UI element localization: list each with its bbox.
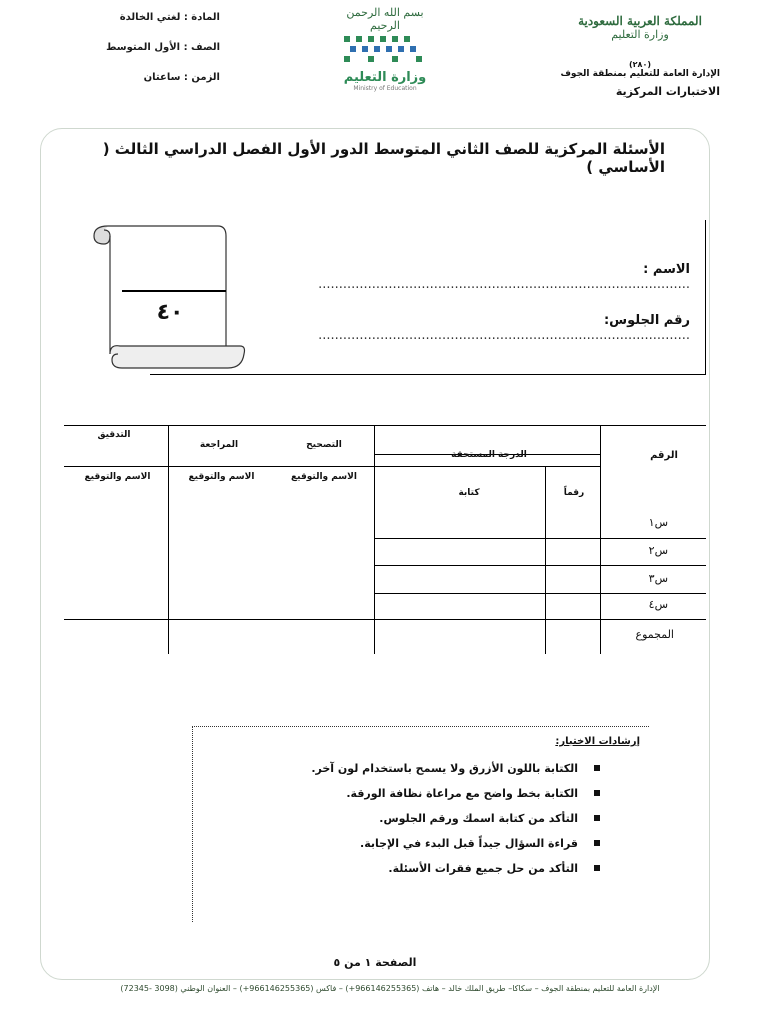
duration-line: الزمن : ساعتان — [143, 72, 220, 83]
grade-line: الصف : الأول المتوسط — [106, 42, 220, 53]
bullet-icon — [594, 815, 600, 821]
col-number: الرقم — [650, 450, 678, 461]
col-words: كتابة — [458, 488, 480, 498]
name-field[interactable]: .......................................................................................... — [318, 277, 690, 292]
col-digits: رقماً — [563, 488, 585, 498]
list-item: الكتابة بخط واضح مع مراعاة نظافة الورقة. — [300, 787, 600, 812]
central-exams-text: الاختبارات المركزية — [615, 85, 720, 98]
seat-label: رقم الجلوس: — [603, 313, 690, 328]
ministry-right-text: وزارة التعليم — [611, 28, 669, 41]
col-review: المراجعة — [199, 440, 239, 450]
list-item: قراءة السؤال جيداً قبل البدء في الإجابة. — [300, 837, 600, 862]
ministry-logo — [330, 6, 440, 98]
footer-address: الإدارة العامة للتعليم بمنطقة الجوف – سكاكا– طريق الملك خالد – هاتف (966146255365+) – فاكس (966146255365+) – العنوان الوطني (3098 -72345) — [120, 984, 660, 993]
correction-sign: الاسم والتوقيع — [291, 472, 357, 482]
name-box-right-border — [705, 220, 706, 375]
list-item: التأكد من حل جميع فقرات الأسئلة. — [300, 862, 600, 887]
bullet-icon — [594, 790, 600, 796]
grade-table — [64, 422, 706, 654]
subject-line: المادة : لغتي الخالدة — [119, 12, 220, 23]
kingdom-calligraphy — [560, 14, 720, 60]
list-item: التأكد من كتابة اسمك ورقم الجلوس. — [300, 812, 600, 837]
scroll-icon — [88, 222, 248, 372]
page-title: الأسئلة المركزية للصف الثاني المتوسط الدور الأول الفصل الدراسي الثالث ( الأساسي ) — [102, 140, 665, 176]
review-sign: الاسم والتوقيع — [188, 472, 255, 482]
row-q1: س١ — [648, 516, 668, 529]
instructions-list — [300, 762, 600, 887]
row-total: المجموع — [635, 628, 674, 641]
bullet-icon — [594, 865, 600, 871]
name-box-bottom-border — [150, 374, 705, 375]
col-correction: التصحيح — [306, 440, 342, 450]
row-q2: س٢ — [648, 544, 668, 557]
kingdom-block — [560, 14, 720, 98]
total-mark: ٤٠ — [156, 300, 184, 325]
ministry-name: وزارة التعليم — [343, 70, 427, 85]
directorate-text: الإدارة العامة للتعليم بمنطقة الجوف — [560, 69, 720, 79]
bullet-icon — [594, 840, 600, 846]
instructions-title: إرشادات الاختبار: — [555, 736, 640, 747]
code-text: (٢٨٠) — [629, 60, 651, 69]
name-label: الاسم : — [643, 262, 690, 277]
seat-row — [300, 313, 690, 343]
list-item: الكتابة باللون الأزرق ولا يسمح باستخدام لون آخر. — [300, 762, 600, 787]
exam-meta — [90, 10, 220, 100]
page-number: الصفحة ١ من ٥ — [333, 956, 417, 969]
logo-dots-icon — [330, 32, 440, 66]
audit-sign: الاسم والتوقيع — [84, 472, 151, 482]
seat-field[interactable]: .......................................................................................... — [318, 328, 690, 343]
col-grade: الدرجة المستحقة — [451, 450, 527, 460]
ministry-en: Ministry of Education — [353, 85, 417, 92]
row-q4: س٤ — [648, 598, 668, 611]
bullet-icon — [594, 765, 600, 771]
row-q3: س٣ — [648, 572, 668, 585]
col-audit: التدقيق — [97, 430, 131, 440]
basmala-text: بسم الله الرحمن الرحيم — [346, 6, 424, 32]
kingdom-text: المملكة العربية السعودية — [578, 14, 702, 28]
name-row — [300, 262, 690, 292]
